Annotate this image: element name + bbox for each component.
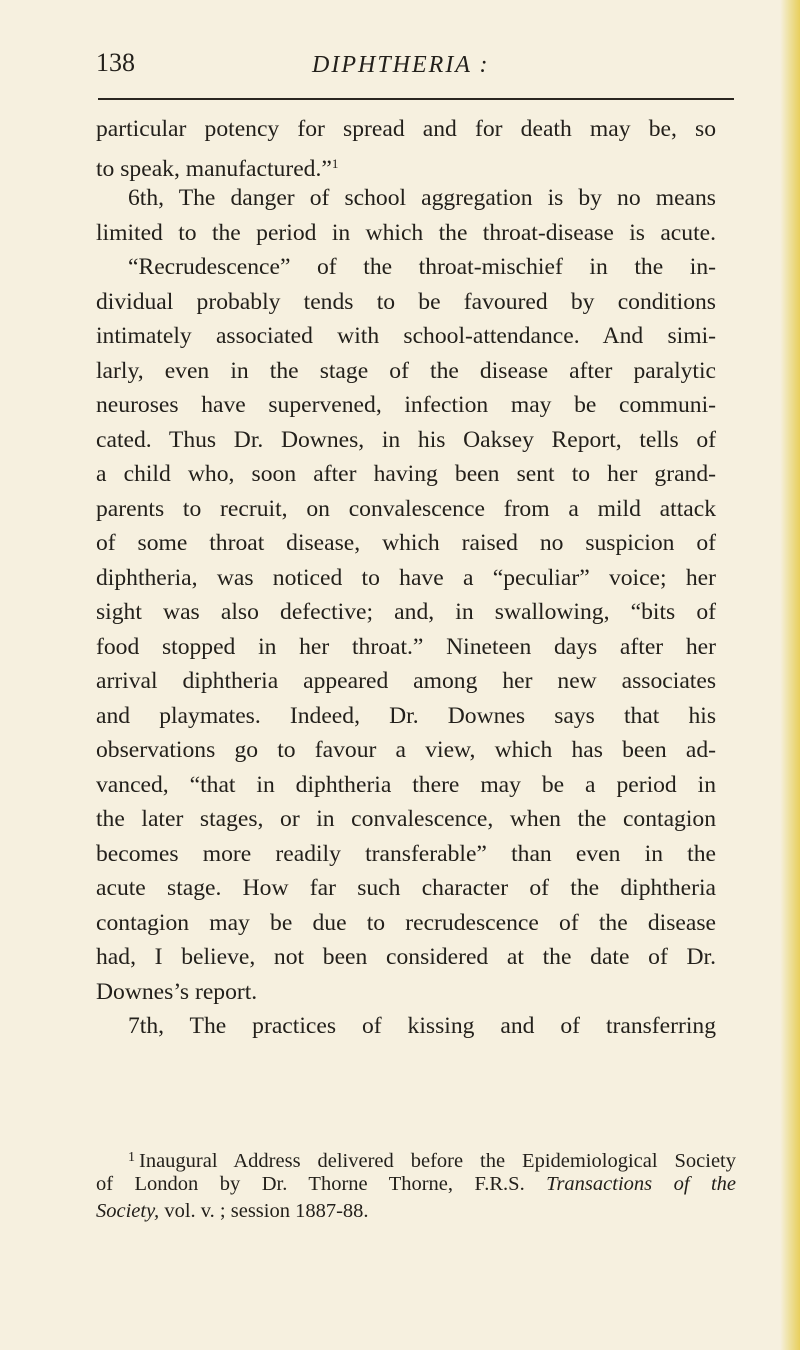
text-line: the later stages, or in convalescence, when the contagion xyxy=(96,806,716,832)
footnote-line xyxy=(96,1198,736,1225)
text-line: becomes more readily transferable” than even in the xyxy=(96,840,716,867)
page-edge xyxy=(780,0,800,1350)
text-line: cated. Thus Dr. Downes, in his Oaksey Report, tells of xyxy=(96,426,716,453)
footnote-text: of London by Dr. Thorne Thorne, F.R.S. xyxy=(96,1173,525,1195)
text-line-content: to speak, manufactured.” xyxy=(96,155,332,182)
text-line: “Recrudescence” of the throat-mischief in the in- xyxy=(128,254,716,280)
footnote-marker: 1 xyxy=(128,1150,135,1165)
footnote-reference: 1 xyxy=(331,155,339,171)
text-line: Downes’s report. xyxy=(96,978,258,1005)
text-line: contagion may be due to recrudescence of the disease xyxy=(96,909,716,936)
text-line: diphtheria, was noticed to have a “peculiar” voice; her xyxy=(96,564,716,591)
text-line: dividual probably tends to be favoured by conditions xyxy=(96,288,716,315)
text-line: 7th, The practices of kissing and of transferring xyxy=(128,1013,716,1039)
text-line: intimately associated with school-attendance. And simi- xyxy=(96,323,716,349)
footnote-line xyxy=(96,1171,736,1198)
page-number: 138 xyxy=(96,48,135,77)
text-line: acute stage. How far such character of the diphtheria xyxy=(96,875,716,901)
footnote-text: vol. v. ; session 1887-88. xyxy=(164,1200,369,1222)
text-line: particular potency for spread and for death may be, so xyxy=(96,116,716,142)
text-line xyxy=(96,147,716,182)
text-line: neuroses have supervened, infection may be communi- xyxy=(96,392,716,418)
text-line: of some throat disease, which raised no suspicion of xyxy=(96,530,716,556)
text-line: a child who, soon after having been sent to her grand- xyxy=(96,461,716,487)
text-line: arrival diphtheria appeared among her new associates xyxy=(96,668,716,694)
text-line: larly, even in the stage of the disease after paralytic xyxy=(96,357,716,384)
text-line: observations go to favour a view, which has been ad- xyxy=(96,737,716,763)
footnote-title-italic: Society, xyxy=(96,1200,160,1222)
text-line: had, I believe, not been considered at the date of Dr. xyxy=(96,944,716,970)
text-line: sight was also defective; and, in swallowing, “bits of xyxy=(96,599,716,625)
footnote-title-italic: Transactions of the xyxy=(546,1173,737,1195)
header-rule xyxy=(98,98,734,100)
footnote-text: Inaugural Address delivered before the Epidemiological Society xyxy=(139,1150,736,1172)
footnote-line xyxy=(96,1144,736,1171)
body-text xyxy=(96,112,716,1044)
footnote xyxy=(96,1144,736,1225)
text-line: parents to recruit, on convalescence from a mild attack xyxy=(96,495,716,522)
text-line: 6th, The danger of school aggregation is by no means xyxy=(128,185,716,211)
text-line: and playmates. Indeed, Dr. Downes says that his xyxy=(96,702,716,729)
page-header xyxy=(96,48,736,88)
text-line: vanced, “that in diphtheria there may be a period in xyxy=(96,771,716,798)
text-line: limited to the period in which the throat-disease is acute. xyxy=(96,219,716,246)
running-title: DIPHTHERIA : xyxy=(312,52,490,78)
text-line: food stopped in her throat.” Nineteen days after her xyxy=(96,633,716,660)
